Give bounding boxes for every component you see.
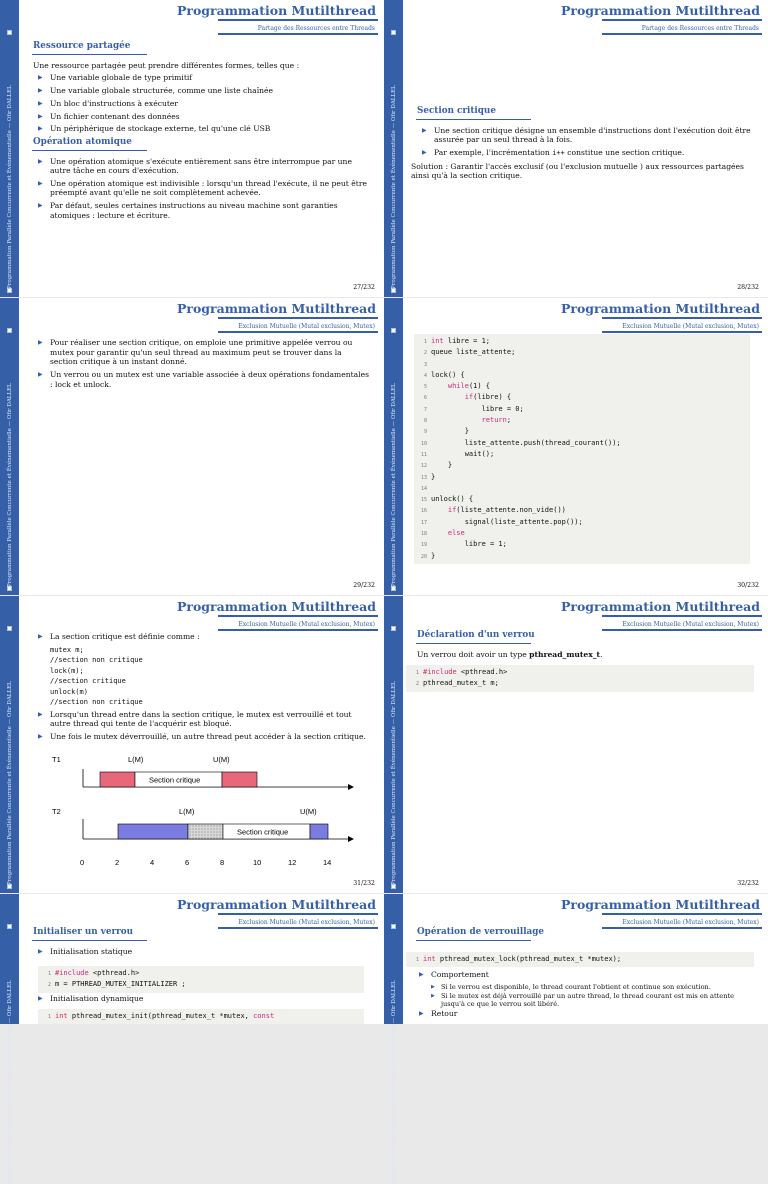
code-block: [38, 1009, 364, 1024]
code-line: 20 }: [420, 551, 436, 560]
slide-subtitle: Exclusion Mutuelle (Mutal exclusion, Mutex): [238, 323, 375, 330]
slide-title: Programmation Mutilthread: [176, 301, 376, 316]
list-item: ▶ Une variable globale de type primitif: [33, 73, 370, 83]
t2-blue-bar: [310, 824, 328, 839]
code-line: 9 }: [423, 427, 469, 436]
sidebar: [0, 298, 19, 595]
tick-label: 8: [220, 858, 225, 867]
inline-code: i++: [552, 148, 565, 157]
code-line: mutex m;: [50, 645, 84, 654]
lock-label: L(M): [128, 755, 144, 764]
code-line: 10 liste_attente.push(thread_courant());: [420, 438, 621, 447]
code-line: 7 libre = 0;: [423, 404, 524, 413]
t2-blue-bar: [118, 824, 188, 839]
code-line: 1 #include <pthread.h>: [415, 668, 508, 676]
sidebar-text: Programmation Parallèle Concurrente et Événementielle — Ofir DALLEL: [7, 383, 13, 587]
code-block: [414, 334, 750, 564]
code-line: 16 if(liste_attente.non_vide()): [420, 506, 566, 515]
page-number: 29/232: [353, 582, 375, 589]
t2-wait-box: [188, 824, 223, 839]
page-number: 32/232: [737, 880, 759, 887]
sidebar-text: Programmation Parallèle Concurrente et Événementielle — Ofir DALLEL: [7, 85, 13, 289]
slide-subtitle: Exclusion Mutuelle (Mutal exclusion, Mutex): [238, 621, 375, 628]
code-line: 11 wait();: [420, 449, 495, 458]
list-item: ▶ Une opération atomique s'exécute entièrement sans être interrompue par une autre tâche en cours d'exécution.: [33, 157, 370, 176]
page-number: 30/232: [737, 582, 759, 589]
slide-34: [384, 894, 768, 1184]
code-block: [38, 966, 364, 993]
t1-red-bar: [100, 772, 135, 787]
list-item: ▶ Un verrou ou un mutex est une variable associée à deux opérations fondamentales : lock et unlock.: [33, 370, 370, 389]
t1-red-bar: [222, 772, 257, 787]
list-item: ▶ Initialisation statique: [33, 947, 370, 957]
slide-title: Programmation Mutilthread: [560, 599, 760, 614]
section-heading: Ressource partagée: [33, 41, 131, 51]
list-item: ▶ Pour réaliser une section critique, on emploie une primitive appelée verrou ou mutex pour garantir qu'un seul thread au maximum peut se trouver dans la section critique à un instant donné.: [33, 338, 370, 367]
code-line: 12 }: [420, 461, 453, 470]
slide-33: [0, 894, 384, 1184]
t1-label: T1: [52, 755, 61, 764]
sidebar: [384, 0, 403, 297]
slide-subtitle: Exclusion Mutuelle (Mutal exclusion, Mutex): [622, 621, 759, 628]
code-line: 15 unlock() {: [420, 495, 474, 504]
code-line: 2 queue liste_attente;: [423, 348, 516, 357]
code-line: 3: [423, 361, 427, 368]
slide-subtitle: Partage des Ressources entre Threads: [641, 25, 759, 32]
unlock-label: U(M): [213, 755, 230, 764]
list-item: ▶ Retour: [414, 1009, 754, 1019]
code-block: [406, 952, 754, 967]
tick-label: 12: [288, 858, 297, 867]
list-item: ▶ Comportement: [414, 970, 754, 980]
section-heading: Déclaration d'un verrou: [417, 630, 535, 640]
code-line: //section non critique: [50, 698, 143, 707]
list-item: ▶ Un bloc d'instructions à exécuter: [33, 99, 370, 109]
code-line: 6 if(libre) {: [423, 393, 512, 402]
sidebar-text: Programmation Parallèle Concurrente et Événementielle — Ofir DALLEL: [7, 681, 13, 885]
slide-subtitle: Exclusion Mutuelle (Mutal exclusion, Mutex): [622, 919, 759, 926]
code-line: 18 else: [420, 529, 465, 538]
list-item: ▶ Une opération atomique est indivisible : lorsqu'un thread l'exécute, il ne peut être préempté avant qu'elle ne soit complètement achevée.: [33, 179, 370, 198]
list-item: ▶ Une fois le mutex déverrouillé, un autre thread peut accéder à la section critique.: [33, 732, 370, 742]
code-line: 2 m = PTHREAD_MUTEX_INITIALIZER ;: [47, 980, 186, 989]
tick-label: 6: [185, 858, 190, 867]
list-item: ▶ Un fichier contenant des données: [33, 112, 370, 122]
slide-subtitle: Partage des Ressources entre Threads: [257, 25, 375, 32]
code-line: lock(m);: [50, 666, 84, 675]
slide-30: [384, 298, 768, 595]
sidebar: [384, 298, 403, 595]
slide-title: Programmation Mutilthread: [176, 897, 376, 912]
slide-28: [384, 0, 768, 297]
solution-text: Solution : Garantir l'accès exclusif (ou l'exclusion mutuelle ) aux ressources partagées ainsi qu'à la section critique.: [411, 161, 744, 181]
code-line: 1 int libre = 1;: [423, 337, 491, 345]
code-line: 14: [420, 485, 427, 492]
sidebar: [0, 0, 19, 297]
lock-label: L(M): [179, 807, 195, 816]
code-line: 17 signal(liste_attente.pop());: [420, 517, 583, 526]
list-item: ▶ Par défaut, seules certaines instructions au niveau machine sont garanties atomiques : lecture et écriture.: [33, 201, 370, 220]
list-item: ▶ Une variable globale structurée, comme une liste chaînée: [33, 86, 370, 96]
sidebar-text: Programmation Parallèle Concurrente et Événementielle — Ofir DALLEL: [391, 681, 397, 885]
slide-title: Programmation Mutilthread: [176, 3, 376, 18]
slide-subtitle: Exclusion Mutuelle (Mutal exclusion, Mutex): [622, 323, 759, 330]
list-item: ▶ Un périphérique de stockage externe, tel qu'une clé USB: [33, 124, 370, 134]
code-line: 1 #include <pthread.h>: [47, 969, 140, 977]
code-block: [33, 645, 370, 708]
code-block: [406, 665, 754, 692]
sidebar-text: Programmation Parallèle Concurrente et Événementielle — Ofir DALLEL: [391, 383, 397, 587]
slide-title: Programmation Mutilthread: [560, 3, 760, 18]
intro-text: Une ressource partagée peut prendre différentes formes, telles que :: [33, 60, 300, 70]
sidebar-text: Programmation Parallèle Concurrente et Événementielle — Ofir DALLEL: [391, 85, 397, 289]
sidebar: [0, 894, 19, 1184]
section-heading: Initialiser un verrou: [33, 927, 133, 937]
tick-label: 14: [323, 858, 332, 867]
slide-title: Programmation Mutilthread: [560, 301, 760, 316]
sidebar: [384, 596, 403, 893]
section-heading: Opération atomique: [33, 136, 132, 147]
timeline-diagram: [30, 753, 360, 873]
sidebar-text: Programmation Parallèle Concurrente et Événementielle — Ofir DALLEL: [391, 980, 397, 1184]
code-line: 13 }: [420, 472, 436, 481]
code-line: 2 pthread_mutex_t m;: [415, 679, 499, 688]
sidebar: [0, 596, 19, 893]
code-line: 19 libre = 1;: [420, 540, 507, 549]
t2-label: T2: [52, 807, 61, 816]
code-line: 4 lock() {: [423, 370, 465, 379]
page-number: 31/232: [353, 880, 375, 887]
code-line: //section non critique: [50, 656, 143, 665]
section-label: Section critique: [149, 775, 201, 785]
list-item: ▶ Lorsqu'un thread entre dans la section critique, le mutex est verrouillé et tout autre thread qui tente de l'acquérir est bloqué.: [33, 710, 370, 729]
list-item: ▶ Une section critique désigne un ensemble d'instructions dont l'exécution doit être assurée par un seul thread à la fois.: [417, 126, 754, 145]
sidebar-text: Programmation Parallèle Concurrente et Événementielle — Ofir DALLEL: [7, 980, 13, 1184]
sidebar: [384, 894, 403, 1184]
list-item: ▶ Par exemple, l'incrémentation i++ constitue une section critique.: [417, 148, 754, 159]
page-number: 28/232: [737, 284, 759, 291]
tick-label: 10: [253, 858, 262, 867]
code-line: 1 int pthread_mutex_lock(pthread_mutex_t *mutex);: [415, 955, 622, 963]
section-heading: Opération de verrouillage: [417, 927, 545, 937]
slide-32: [384, 596, 768, 893]
code-line: unlock(m): [50, 687, 88, 696]
code-line: //section critique: [50, 677, 126, 686]
tick-label: 0: [80, 858, 85, 867]
tick-label: 4: [150, 858, 155, 867]
unlock-label: U(M): [300, 807, 317, 816]
slide-title: Programmation Mutilthread: [176, 599, 376, 614]
slide-29: [0, 298, 384, 595]
list-item: ▶ La section critique est définie comme :: [33, 632, 370, 642]
code-line: 1 int pthread_mutex_init(pthread_mutex_t *mutex, const: [47, 1012, 275, 1020]
section-label: Section critique: [237, 827, 289, 837]
sub-list-item: ▶ Si le verrou est disponible, le thread courant l'obtient et continue son exécution.: [428, 983, 754, 991]
code-line: 8 return;: [423, 416, 512, 425]
slide-27: [0, 0, 384, 297]
slide-31: [0, 596, 384, 893]
sub-list-item: ▶ Si le mutex est déjà verrouillé par un autre thread, le thread courant est mis en attente jusqu'à ce que le verrou soit libéré.: [428, 992, 754, 1008]
section-heading: Section critique: [417, 106, 496, 116]
declaration-text: Un verrou doit avoir un type pthread_mutex_t.: [417, 649, 603, 659]
code-line: 5 while(1) {: [423, 382, 491, 391]
page-number: 27/232: [353, 284, 375, 291]
slide-subtitle: Exclusion Mutuelle (Mutal exclusion, Mutex): [238, 919, 375, 926]
slide-title: Programmation Mutilthread: [560, 897, 760, 912]
tick-label: 2: [115, 858, 120, 867]
list-item: ▶ Initialisation dynamique: [33, 994, 370, 1004]
